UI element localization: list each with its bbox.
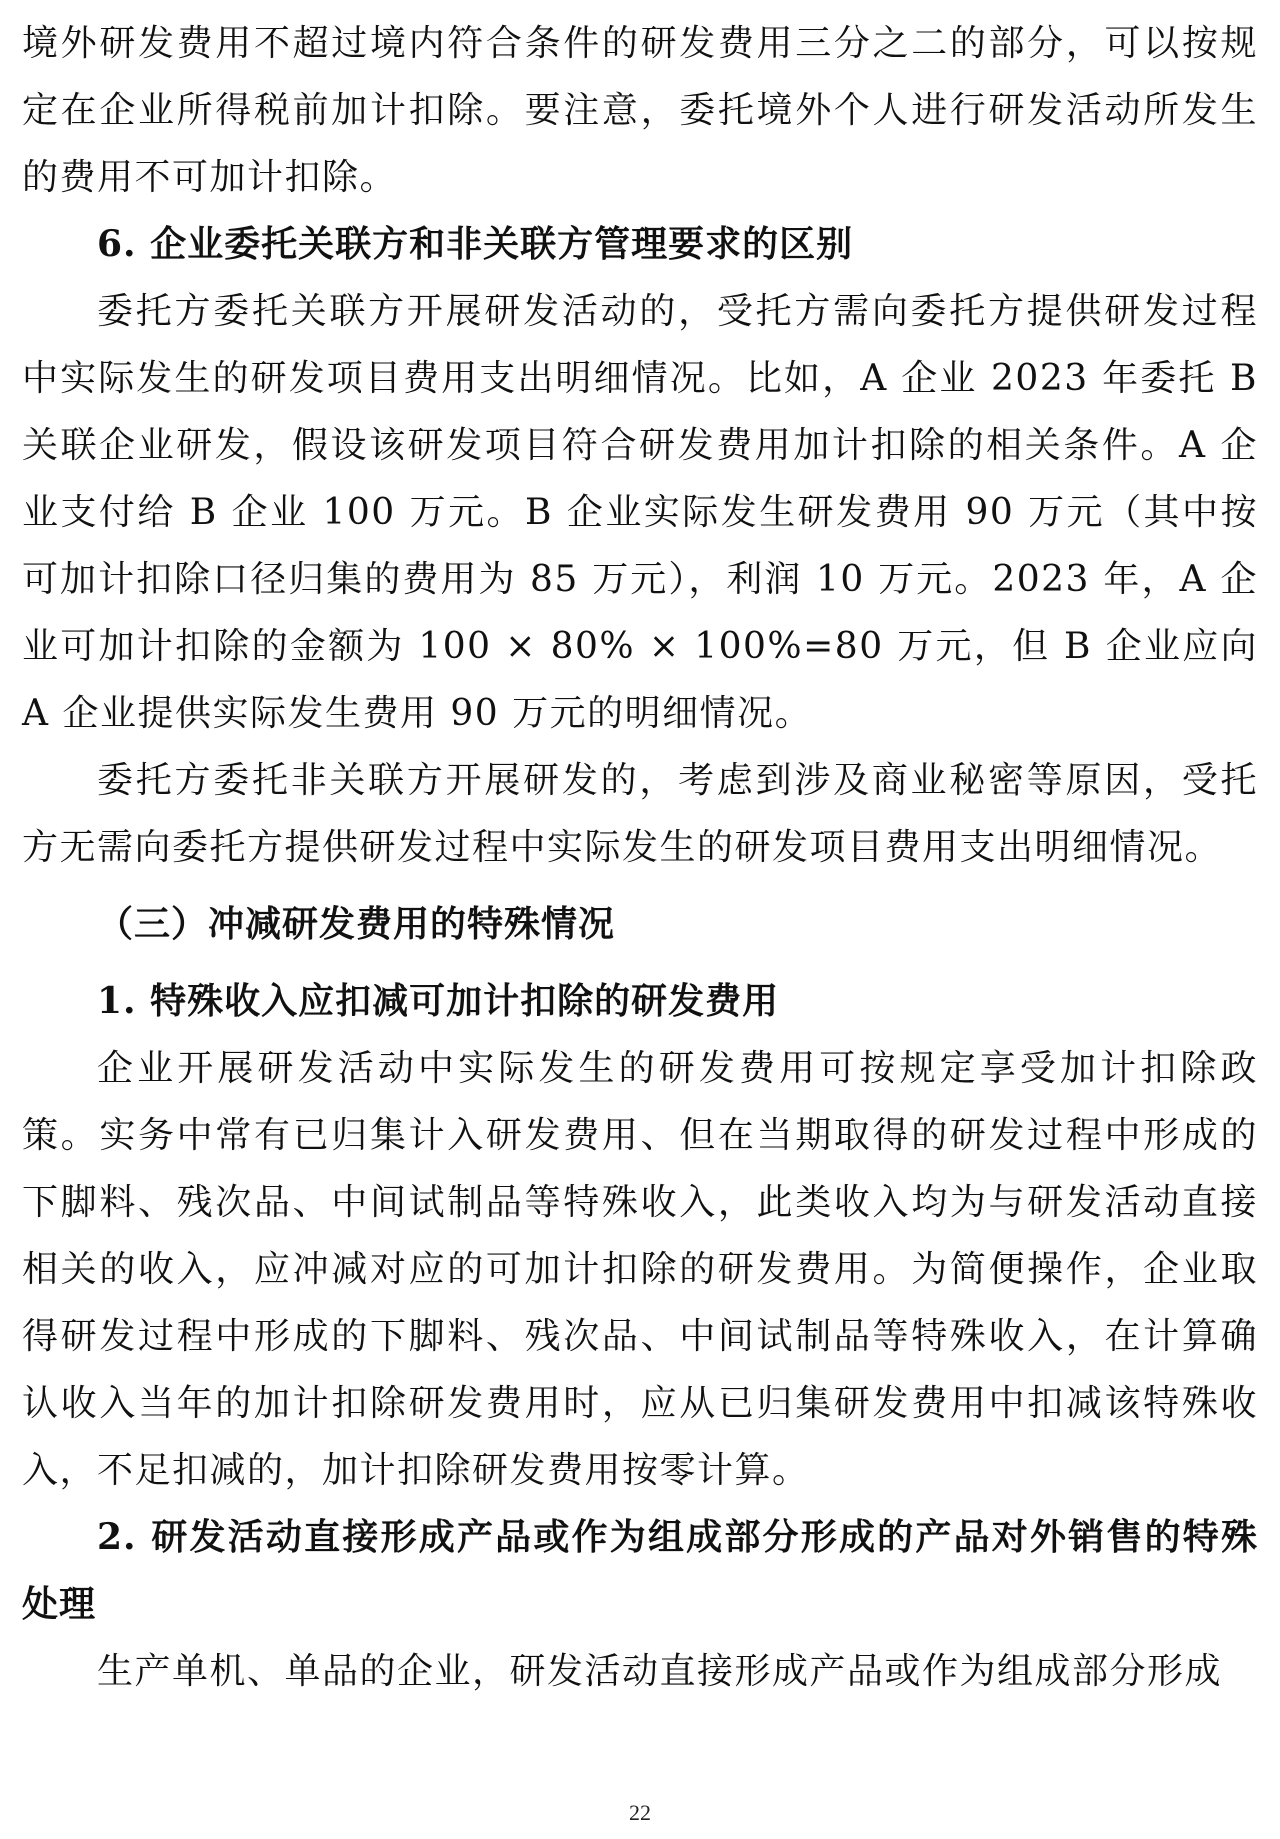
paragraph-special-income: 企业开展研发活动中实际发生的研发费用可按规定享受加计扣除政策。实务中常有已归集计入研发费用、但在当期取得的研发过程中形成的下脚料、残次品、中间试制品等特殊收入，此类收入均为与研发活动直接相关的收入，应冲减对应的可加计扣除的研发费用。为简便操作，企业取得研发过程中形成的下脚料、残次品、中间试制品等特殊收入，在计算确认收入当年的加计扣除研发费用时，应从已归集研发费用中扣减该特殊收入，不足扣减的，加计扣除研发费用按零计算。 [22, 1048, 1258, 1491]
section-heading-offset-special-cases: （三）冲减研发费用的特殊情况 [97, 903, 616, 945]
subheading-related-party-difference: 6. 企业委托关联方和非关联方管理要求的区别 [97, 223, 854, 265]
subheading-special-income-deduction: 1. 特殊收入应扣减可加计扣除的研发费用 [97, 980, 780, 1022]
paragraph-related-party-example: 委托方委托关联方开展研发活动的，受托方需向委托方提供研发过程中实际发生的研发项目费用支出明细情况。比如，A 企业 2023 年委托 B 关联企业研发，假设该研发项目符合研发费用加计扣除的相关条件。A 企业支付给 B 企业 100 万元。B 企业实际发生研发费用 90 万元（其中按可加计扣除口径归集的费用为 85 万元），利润 10 万元。2023 年，A 企业可加计扣除的金额为 100 × 80% × 100%=80 万元，但 B 企业应向 A 企业提供实际发生费用 90 万元的明细情况。 [22, 291, 1258, 734]
paragraph-overseas-rd-continued: 境外研发费用不超过境内符合条件的研发费用三分之二的部分，可以按规定在企业所得税前加计扣除。要注意，委托境外个人进行研发活动所发生的费用不可加计扣除。 [22, 23, 1258, 198]
paragraph-single-product-enterprise: 生产单机、单品的企业，研发活动直接形成产品或作为组成部分形成 [97, 1651, 1223, 1692]
spacer [22, 958, 1258, 968]
page-number: 22 [629, 1800, 651, 1825]
subheading-product-sales-treatment: 2. 研发活动直接形成产品或作为组成部分形成的产品对外销售的特殊处理 [22, 1516, 1258, 1625]
spacer [22, 881, 1258, 891]
page-content [22, 10, 1258, 1705]
paragraph-non-related-party: 委托方委托非关联方开展研发的，考虑到涉及商业秘密等原因，受托方无需向委托方提供研发过程中实际发生的研发项目费用支出明细情况。 [22, 760, 1258, 868]
